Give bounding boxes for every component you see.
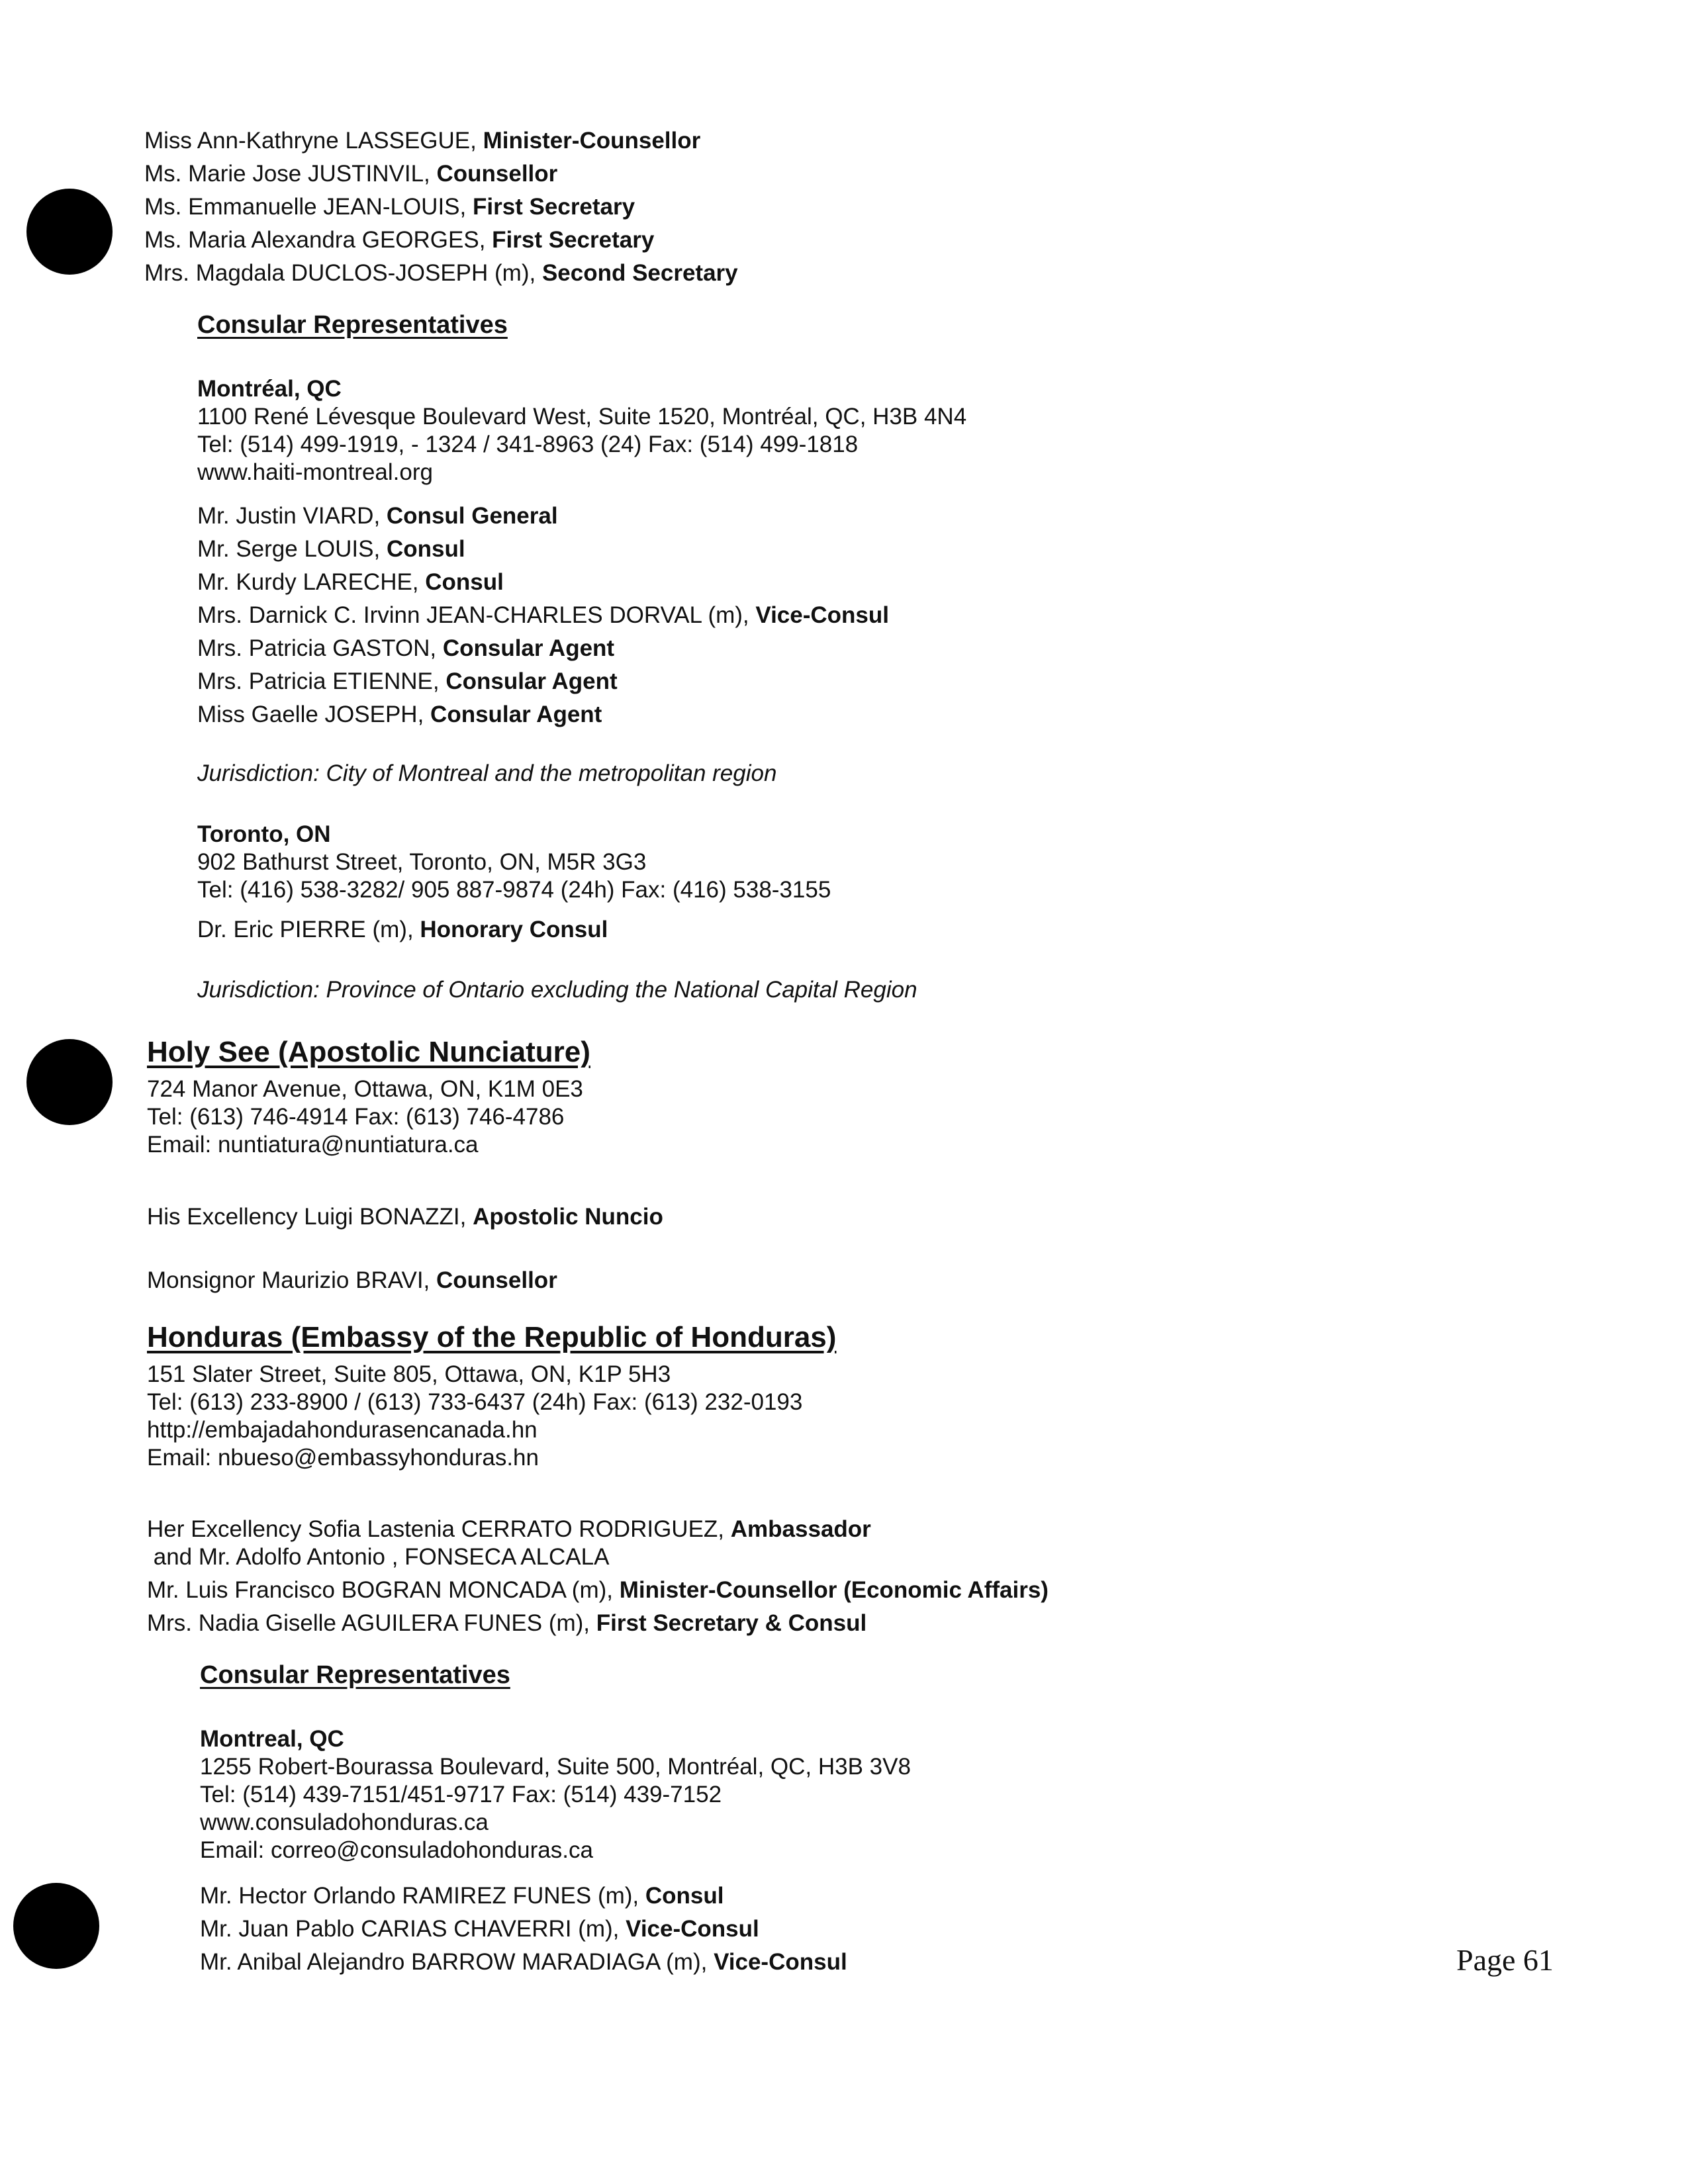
staff-entry: Mr. Serge LOUIS, Consul <box>197 536 465 562</box>
staff-entry: Mr. Anibal Alejandro BARROW MARADIAGA (m), Vice-Consul <box>200 1949 847 1975</box>
staff-entry: Mr. Hector Orlando RAMIREZ FUNES (m), Consul <box>200 1883 724 1909</box>
staff-entry: Mrs. Nadia Giselle AGUILERA FUNES (m), First Secretary & Consul <box>147 1610 867 1636</box>
staff-entry: Monsignor Maurizio BRAVI, Counsellor <box>147 1267 557 1293</box>
staff-entry: Ms. Maria Alexandra GEORGES, First Secretary <box>144 227 655 253</box>
consulate-address: 1100 René Lévesque Boulevard West, Suite 1520, Montréal, QC, H3B 4N4 <box>197 404 967 430</box>
haiti-staff-list <box>144 124 738 290</box>
haiti-montreal-consulate <box>197 375 966 486</box>
haiti-toronto-staff <box>197 913 608 946</box>
consulate-address: 1255 Robert-Bourassa Boulevard, Suite 500, Montréal, QC, H3B 3V8 <box>200 1754 911 1780</box>
honduras-staff <box>147 1516 1049 1640</box>
consulate-phone: Tel: (514) 499-1919, - 1324 / 341-8963 (24) Fax: (514) 499-1818 <box>197 432 859 457</box>
honduras-heading: Honduras (Embassy of the Republic of Honduras) <box>147 1321 837 1353</box>
staff-entry: Mr. Juan Pablo CARIAS CHAVERRI (m), Vice-Consul <box>200 1916 759 1942</box>
holy-see-contact <box>147 1075 583 1159</box>
haiti-toronto-consulate <box>197 821 831 904</box>
consulate-phone: Tel: (514) 439-7151/451-9717 Fax: (514) 439-7152 <box>200 1782 722 1807</box>
consulate-website: www.consuladohonduras.ca <box>200 1809 489 1835</box>
punch-hole-middle <box>26 1039 113 1125</box>
embassy-phone: Tel: (613) 233-8900 / (613) 733-6437 (24h) Fax: (613) 232-0193 <box>147 1389 803 1415</box>
staff-entry: Mrs. Darnick C. Irvinn JEAN-CHARLES DORVAL (m), Vice-Consul <box>197 602 890 628</box>
honduras-contact <box>147 1361 802 1472</box>
holy-see-heading: Holy See (Apostolic Nunciature) <box>147 1036 590 1068</box>
staff-entry: Ms. Emmanuelle JEAN-LOUIS, First Secretary <box>144 194 635 220</box>
haiti-montreal-staff <box>197 500 889 731</box>
honduras-montreal-staff <box>200 1880 847 1979</box>
staff-entry: Dr. Eric PIERRE (m), Honorary Consul <box>197 917 608 942</box>
staff-entry: Mrs. Patricia ETIENNE, Consular Agent <box>197 668 618 694</box>
consulate-city: Montreal, QC <box>200 1726 344 1752</box>
consulate-address: 902 Bathurst Street, Toronto, ON, M5R 3G3 <box>197 849 647 875</box>
embassy-address: 151 Slater Street, Suite 805, Ottawa, ON, K1P 5H3 <box>147 1361 671 1387</box>
staff-entry: Mr. Kurdy LARECHE, Consul <box>197 569 504 595</box>
honduras-montreal-consulate <box>200 1725 911 1864</box>
embassy-email: Email: nuntiatura@nuntiatura.ca <box>147 1132 479 1158</box>
staff-entry: Miss Ann-Kathryne LASSEGUE, Minister-Counsellor <box>144 128 701 154</box>
embassy-address: 724 Manor Avenue, Ottawa, ON, K1M 0E3 <box>147 1076 583 1102</box>
consulate-website: www.haiti-montreal.org <box>197 459 433 485</box>
haiti-montreal-jurisdiction: Jurisdiction: City of Montreal and the metropolitan region <box>197 760 777 786</box>
embassy-email: Email: nbueso@embassyhonduras.hn <box>147 1445 539 1471</box>
spouse-entry: and Mr. Adolfo Antonio , FONSECA ALCALA <box>147 1544 610 1570</box>
consulate-phone: Tel: (416) 538-3282/ 905 887-9874 (24h) Fax: (416) 538-3155 <box>197 877 831 903</box>
staff-entry: Ms. Marie Jose JUSTINVIL, Counsellor <box>144 161 558 187</box>
haiti-toronto-jurisdiction: Jurisdiction: Province of Ontario excluding the National Capital Region <box>197 977 917 1003</box>
haiti-consular-heading: Consular Representatives <box>197 311 508 339</box>
honduras-consular-heading: Consular Representatives <box>200 1661 510 1689</box>
staff-entry: His Excellency Luigi BONAZZI, Apostolic Nuncio <box>147 1204 663 1230</box>
staff-entry: Mrs. Magdala DUCLOS-JOSEPH (m), Second Secretary <box>144 260 738 286</box>
staff-entry: Mr. Justin VIARD, Consul General <box>197 503 558 529</box>
embassy-website: http://embajadahondurasencanada.hn <box>147 1417 538 1443</box>
staff-entry: Mr. Luis Francisco BOGRAN MONCADA (m), Minister-Counsellor (Economic Affairs) <box>147 1577 1049 1603</box>
consulate-city: Toronto, ON <box>197 821 331 847</box>
punch-hole-top <box>26 189 113 275</box>
consulate-city: Montréal, QC <box>197 376 342 402</box>
staff-entry: Miss Gaelle JOSEPH, Consular Agent <box>197 702 602 727</box>
consulate-email: Email: correo@consuladohonduras.ca <box>200 1837 593 1863</box>
punch-hole-bottom <box>13 1883 99 1969</box>
staff-entry: Mrs. Patricia GASTON, Consular Agent <box>197 635 615 661</box>
staff-entry: Her Excellency Sofia Lastenia CERRATO RODRIGUEZ, Ambassador <box>147 1516 871 1542</box>
page-number: Page 61 <box>1456 1943 1554 1977</box>
embassy-phone: Tel: (613) 746-4914 Fax: (613) 746-4786 <box>147 1104 565 1130</box>
